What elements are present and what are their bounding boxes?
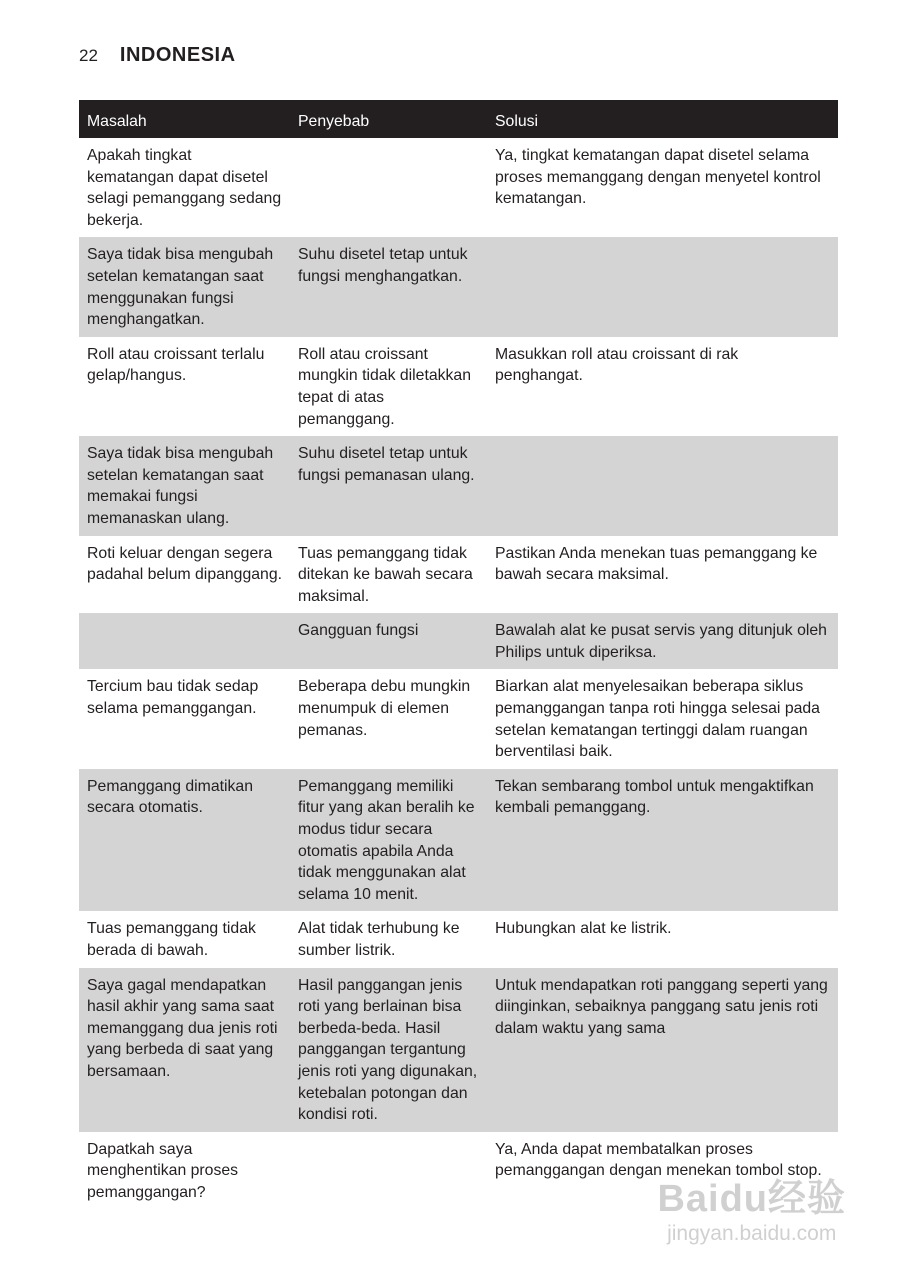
table-row xyxy=(79,536,838,614)
solution-cell xyxy=(487,436,838,535)
solution-cell: Bawalah alat ke pusat servis yang ditunjuk oleh Philips untuk diperiksa. xyxy=(487,613,838,669)
table-row xyxy=(79,138,838,237)
solution-cell: Hubungkan alat ke listrik. xyxy=(495,920,672,938)
solution-cell: Biarkan alat menyelesaikan beberapa siklus pemanggangan tanpa roti hingga selesai pada setelan kematangan tertinggi dalam ruangan berventilasi baik. xyxy=(495,678,820,761)
cause-cell: Suhu disetel tetap untuk fungsi menghangatkan. xyxy=(290,237,487,336)
cause-cell: Roll atau croissant mungkin tidak diletakkan tepat di atas pemanggang. xyxy=(298,345,471,428)
problem-cell: Tuas pemanggang tidak berada di bawah. xyxy=(87,920,256,959)
column-header-solusi: Solusi xyxy=(487,100,838,138)
troubleshooting-table xyxy=(79,100,838,1210)
solution-cell: Tekan sembarang tombol untuk mengaktifkan kembali pemanggang. xyxy=(487,769,838,912)
page-header xyxy=(79,44,236,67)
problem-cell: Dapatkah saya menghentikan proses pemanggangan? xyxy=(87,1140,239,1201)
table-row xyxy=(79,237,838,336)
solution-cell: Masukkan roll atau croissant di rak penghangat. xyxy=(495,345,739,385)
section-title: INDONESIA xyxy=(119,44,236,66)
column-header-penyebab: Penyebab xyxy=(290,100,487,138)
problem-cell: Roti keluar dengan segera padahal belum dipanggang. xyxy=(87,544,282,584)
table-row xyxy=(79,968,838,1132)
problem-cell: Saya gagal mendapatkan hasil akhir yang sama saat memanggang dua jenis roti yang berbeda di saat yang bersamaan. xyxy=(79,968,290,1132)
cause-cell xyxy=(290,138,487,237)
column-header-masalah: Masalah xyxy=(79,100,290,138)
cause-cell: Hasil panggangan jenis roti yang berlainan bisa berbeda-beda. Hasil panggangan tergantung jenis roti yang digunakan, ketebalan potongan dan kondisi roti. xyxy=(290,968,487,1132)
table-row xyxy=(79,911,838,967)
problem-cell: Roll atau croissant terlalu gelap/hangus. xyxy=(87,345,265,385)
table-row xyxy=(79,669,838,768)
watermark-url: jingyan.baidu.com xyxy=(667,1222,837,1245)
page-number: 22 xyxy=(79,46,98,65)
table-row xyxy=(79,436,838,535)
watermark-logo: Baidu经验 xyxy=(657,1178,846,1220)
solution-cell: Ya, tingkat kematangan dapat disetel selama proses memanggang dengan menyetel kontrol kematangan. xyxy=(495,147,821,208)
problem-cell: Apakah tingkat kematangan dapat disetel selagi pemanggang sedang bekerja. xyxy=(87,147,282,229)
solution-cell: Untuk mendapatkan roti panggang seperti yang diinginkan, sebaiknya panggang satu jenis roti dalam waktu yang sama xyxy=(487,968,838,1132)
cause-cell: Gangguan fungsi xyxy=(290,613,487,669)
problem-cell: Saya tidak bisa mengubah setelan kematangan saat menggunakan fungsi menghangatkan. xyxy=(79,237,290,336)
baidu-watermark xyxy=(657,1167,846,1246)
cause-cell: Pemanggang memiliki fitur yang akan beralih ke modus tidur secara otomatis apabila Anda tidak menggunakan alat selama 10 menit. xyxy=(290,769,487,912)
problem-cell: Saya tidak bisa mengubah setelan kematangan saat memakai fungsi memanaskan ulang. xyxy=(79,436,290,535)
cause-cell: Alat tidak terhubung ke sumber listrik. xyxy=(298,920,460,959)
table-row xyxy=(79,769,838,912)
cause-cell: Tuas pemanggang tidak ditekan ke bawah secara maksimal. xyxy=(298,544,473,605)
cause-cell xyxy=(290,1132,487,1210)
table-row xyxy=(79,613,838,669)
cause-cell: Suhu disetel tetap untuk fungsi pemanasan ulang. xyxy=(290,436,487,535)
solution-cell xyxy=(487,237,838,336)
problem-cell: Tercium bau tidak sedap selama pemanggangan. xyxy=(87,678,259,718)
problem-cell: Pemanggang dimatikan secara otomatis. xyxy=(79,769,290,912)
solution-cell: Ya, Anda dapat membatalkan proses pemanggangan dengan menekan tombol stop. xyxy=(495,1140,822,1180)
problem-cell xyxy=(79,613,290,669)
table-row xyxy=(79,337,838,436)
solution-cell: Pastikan Anda menekan tuas pemanggang ke bawah secara maksimal. xyxy=(495,544,818,584)
cause-cell: Beberapa debu mungkin menumpuk di elemen pemanas. xyxy=(298,678,471,739)
table-header-row xyxy=(79,100,838,138)
